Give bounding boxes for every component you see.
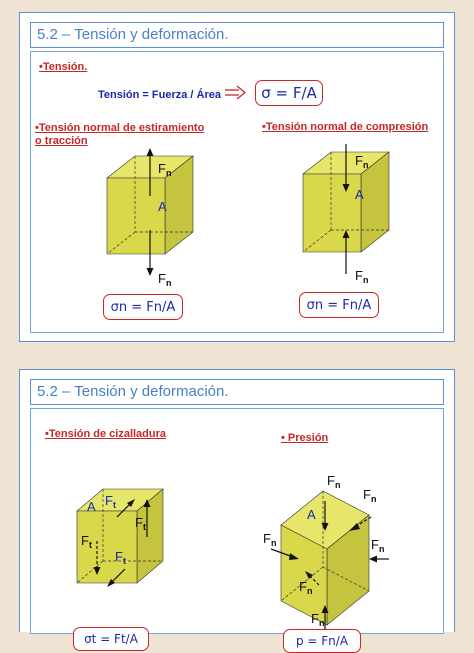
- bullet-shear: •Tensión de cizalladura: [45, 428, 167, 440]
- slide-2: [19, 369, 455, 648]
- formula-pressure-text: p = Fn/A: [295, 634, 349, 648]
- compression-force-bottom-label: $F_n$: [355, 268, 369, 285]
- pressure-face-label: A: [307, 507, 316, 522]
- slide-1-title: 5.2 – Tensión y deformación.: [30, 22, 444, 48]
- pressure-force-label-right: $F_n$: [371, 537, 385, 554]
- pressure-force-label-topright: $F_n$: [363, 487, 377, 504]
- bullet-traction: •Tensión normal de estiramiento o tracción: [35, 122, 205, 147]
- formula-shear-text: σt = Ft/A: [84, 632, 138, 646]
- compression-face-label: A: [355, 187, 364, 202]
- bullet-pressure: • Presión: [281, 432, 329, 444]
- traction-face-label: A: [158, 199, 167, 214]
- traction-force-bottom-label: $F_n$: [158, 271, 172, 288]
- pressure-force-label-left: $F_n$: [263, 531, 277, 548]
- bullet-tension: •Tensión.: [39, 61, 88, 73]
- slide-1-content: [30, 51, 444, 333]
- formula-shear: [73, 627, 149, 651]
- shear-force-label-top: $F_t$: [105, 493, 116, 510]
- formula-compression-text: σn = Fn/A: [306, 297, 372, 313]
- formula-pressure: [283, 629, 361, 653]
- shear-force-label-side: $F_t$: [135, 515, 146, 532]
- pressure-force-label-bottom: $F_n$: [311, 611, 325, 628]
- formula-compression: [299, 292, 379, 318]
- formula-traction: [103, 294, 183, 320]
- shear-force-label-back: $F_t$: [81, 533, 92, 550]
- formula-traction-text: σn = Fn/A: [110, 299, 176, 315]
- formula-stress-text: σ = F/A: [261, 84, 317, 102]
- slide-2-content: [30, 408, 444, 648]
- shear-force-label-bottom: $F_t$: [115, 549, 126, 566]
- shear-face-label: A: [87, 499, 96, 514]
- traction-force-top-label: $F_n$: [158, 161, 172, 178]
- equation-text: Tensión = Fuerza / Área: [98, 89, 221, 101]
- compression-cube-figure: [31, 52, 445, 342]
- bullet-compression: •Tensión normal de compresión: [262, 121, 429, 133]
- pressure-cube-figure: [31, 409, 445, 639]
- pressure-force-right-arrow: [369, 556, 389, 563]
- pressure-force-label-back: $F_n$: [299, 579, 313, 596]
- pressure-force-label-top: $F_n$: [327, 473, 341, 490]
- compression-cube-front: [303, 174, 361, 252]
- slide-2-title: 5.2 – Tensión y deformación.: [30, 379, 444, 405]
- compression-force-top-label: $F_n$: [355, 153, 369, 170]
- slide-1: [19, 12, 455, 342]
